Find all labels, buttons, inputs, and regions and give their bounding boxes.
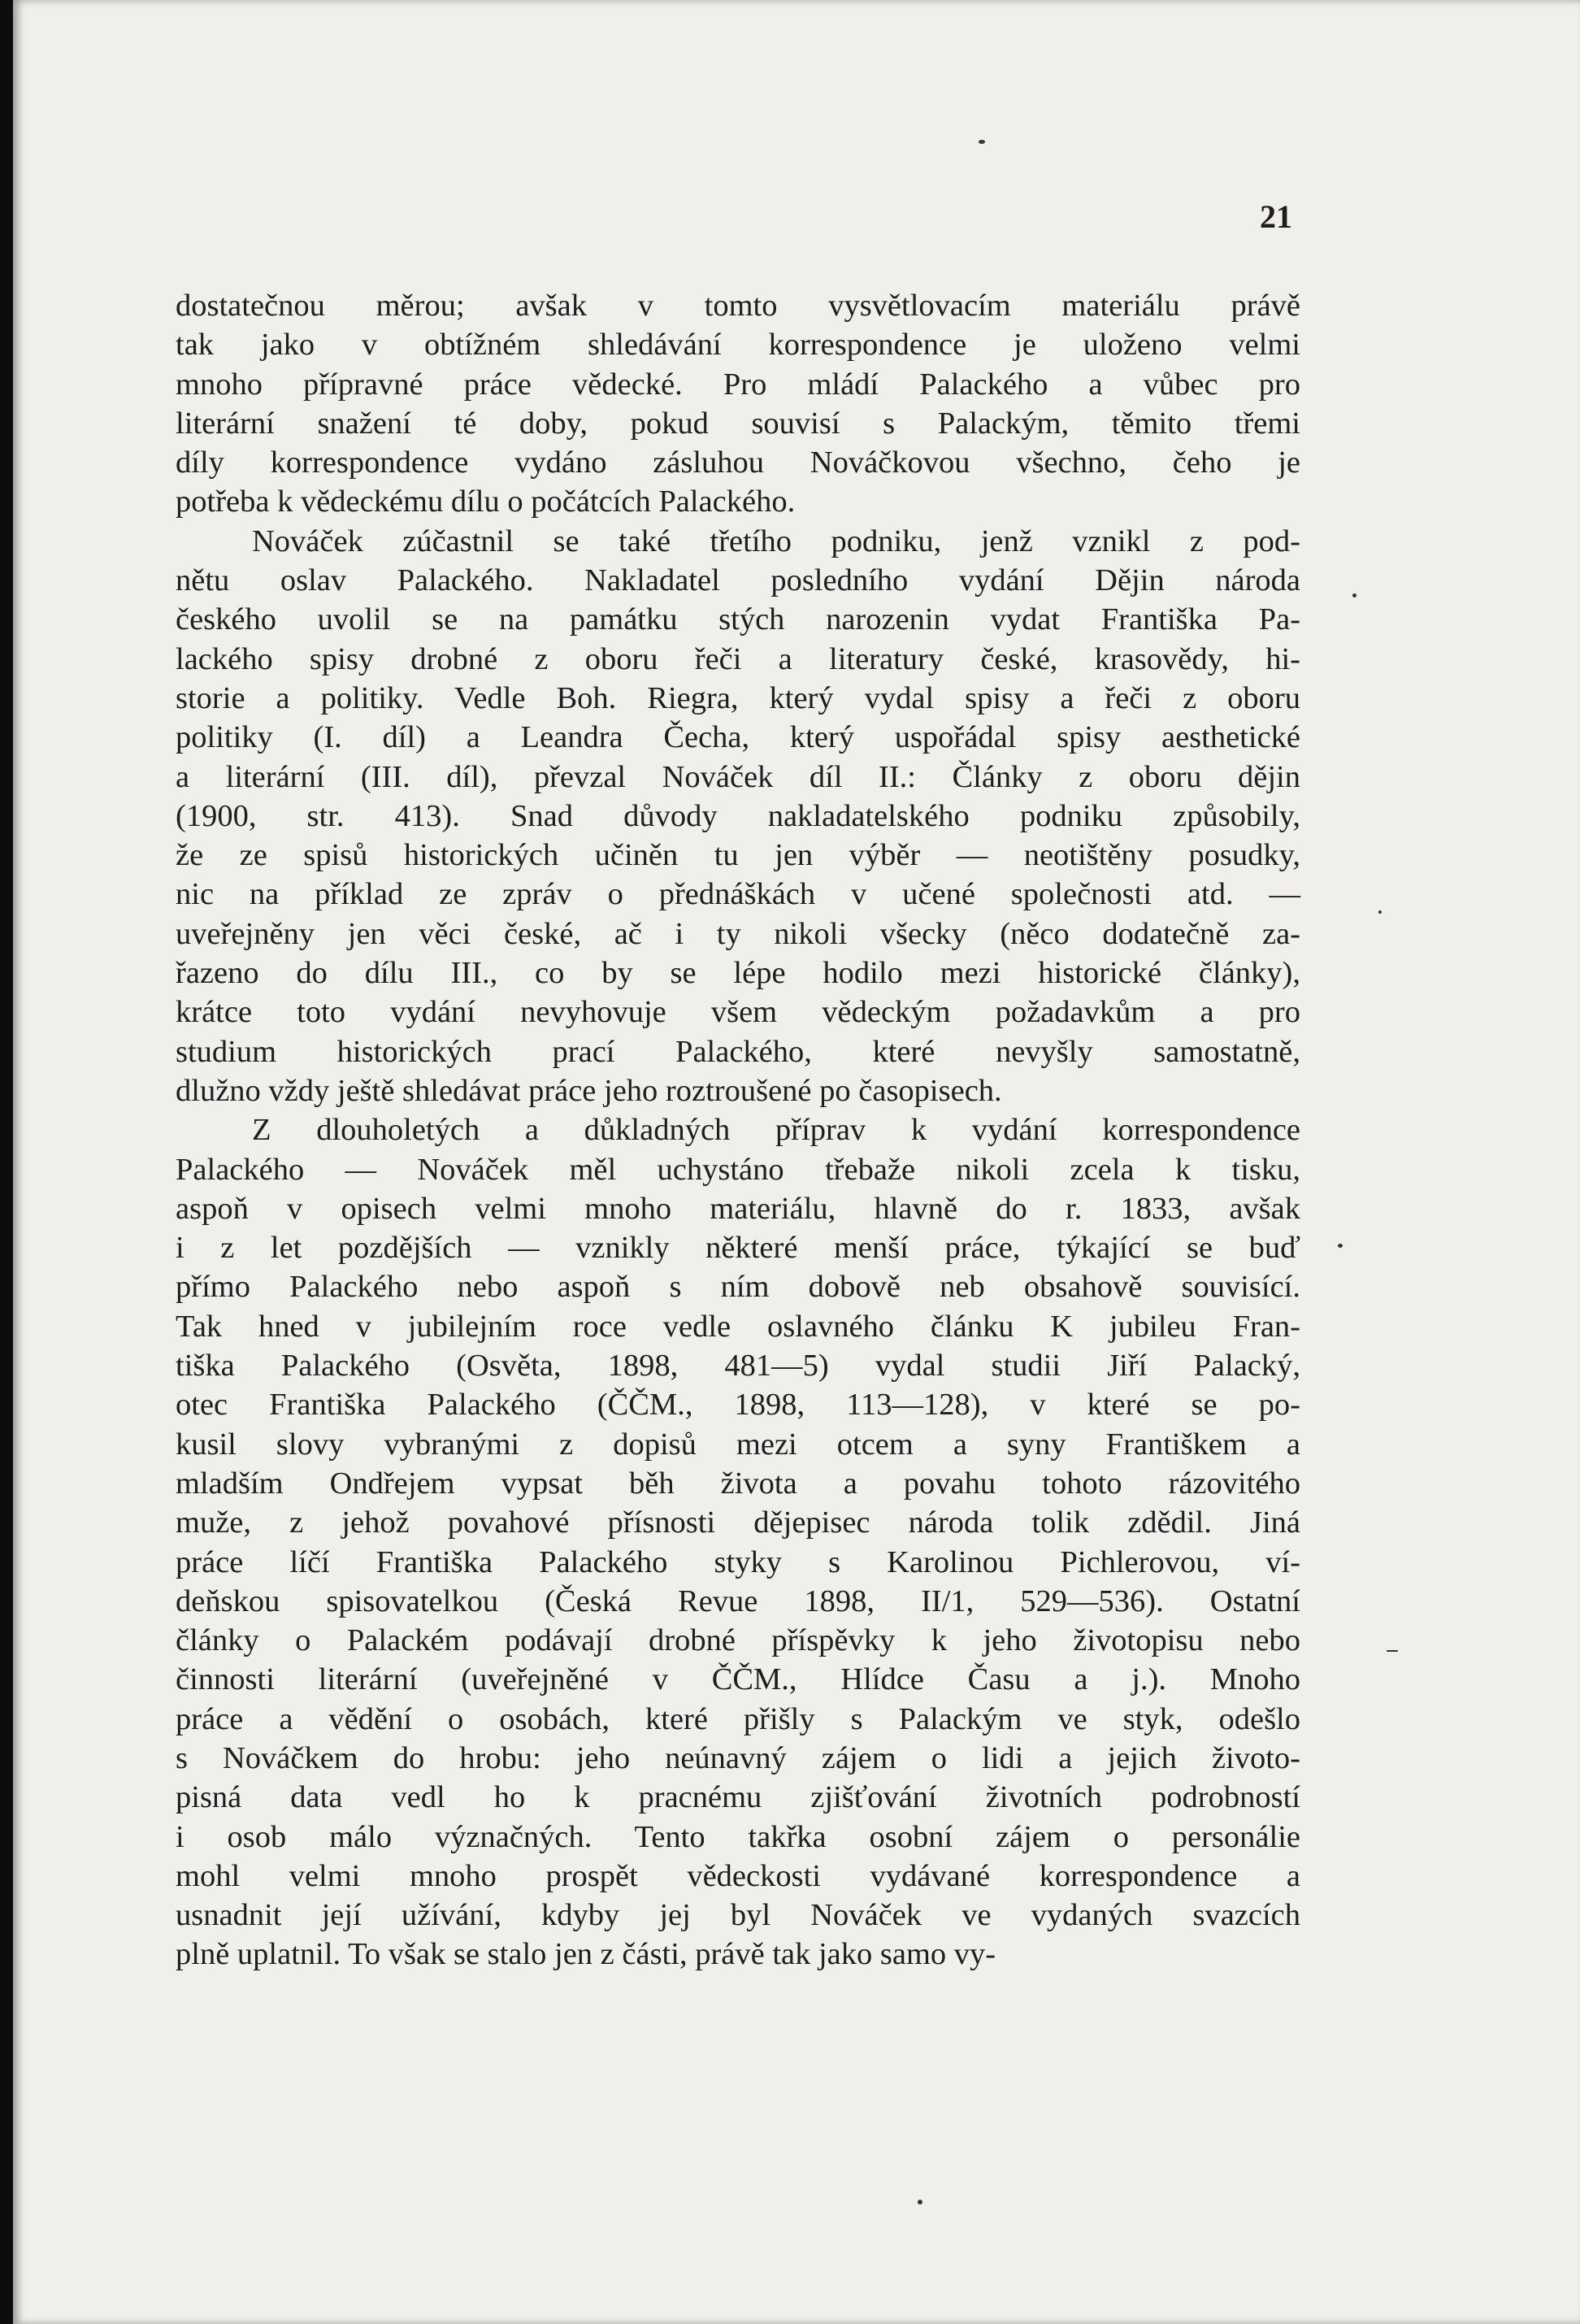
text-line: českého uvolil se na památku stých narozenin vydat Františka Pa- — [176, 602, 1300, 637]
text-line: mnoho přípravné práce vědecké. Pro mládí Palackého a vůbec pro — [176, 367, 1300, 402]
scan-speck — [1338, 1244, 1343, 1248]
text-line: články o Palackém podávají drobné příspěvky k jeho životopisu nebo — [176, 1623, 1300, 1658]
text-line: Nováček zúčastnil se také třetího podniku, jenž vznikl z pod- — [252, 523, 1300, 558]
text-line: otec Františka Palackého (ČČM., 1898, 113—128), v které se po- — [176, 1388, 1300, 1423]
text-line: pisná data vedl ho k pracnému zjišťování životních podrobností — [176, 1780, 1300, 1815]
text-line: díly korrespondence vydáno zásluhou Nováčkovou všechno, čeho je — [176, 445, 1300, 480]
text-line: studium historických prací Palackého, které nevyšly samostatně, — [176, 1034, 1300, 1069]
text-line: uveřejněny jen věci české, ač i ty nikoli všecky (něco dodatečně za- — [176, 916, 1300, 951]
text-line: mladším Ondřejem vypsat běh života a povahu tohoto rázovitého — [176, 1466, 1300, 1501]
text-line: potřeba k vědeckému dílu o počátcích Palackého. — [176, 484, 796, 519]
text-line: dlužno vždy ještě shledávat práce jeho roztroušené po časopisech. — [176, 1073, 1002, 1108]
text-line: Z dlouholetých a důkladných příprav k vydání korrespondence — [252, 1113, 1300, 1148]
text-line: deňskou spisovatelkou (Česká Revue 1898, II/1, 529—536). Ostatní — [176, 1583, 1300, 1618]
text-line: práce a vědění o osobách, které přišly s Palackým ve styk, odešlo — [176, 1701, 1300, 1736]
paragraph — [176, 286, 1300, 522]
body-text — [176, 286, 1300, 1974]
text-line: i osob málo význačných. Tento takřka osobní zájem o personálie — [176, 1819, 1300, 1854]
text-line: kusil slovy vybranými z dopisů mezi otcem a syny Františkem a — [176, 1427, 1300, 1462]
page-number: 21 — [1260, 198, 1292, 235]
text-line: lackého spisy drobné z oboru řeči a literatury české, krasovědy, hi- — [176, 641, 1300, 676]
text-line: nic na příklad ze zpráv o přednáškách v učené společnosti atd. — — [176, 877, 1300, 912]
scan-speck — [1387, 1650, 1398, 1652]
text-line: plně uplatnil. To však se stalo jen z části, právě tak jako samo vy- — [176, 1937, 996, 1972]
text-line: nětu oslav Palackého. Nakladatel posledního vydání Dějin národa — [176, 563, 1300, 598]
scan-speck — [1352, 593, 1356, 597]
text-line: muže, z jehož povahové přísnosti dějepisec národa tolik zdědil. Jiná — [176, 1505, 1300, 1540]
text-line: dostatečnou měrou; avšak v tomto vysvětlovacím materiálu právě — [176, 289, 1300, 323]
text-line: tiška Palackého (Osvěta, 1898, 481—5) vydal studii Jiří Palacký, — [176, 1349, 1300, 1384]
text-line: tak jako v obtížném shledávání korrespondence je uloženo velmi — [176, 328, 1300, 363]
text-line: literární snažení té doby, pokud souvisí s Palackým, těmito třemi — [176, 406, 1300, 441]
text-line: řazeno do dílu III., co by se lépe hodilo mezi historické články), — [176, 956, 1300, 991]
text-line: přímo Palackého nebo aspoň s ním dobově neb obsahově souvisící. — [176, 1270, 1300, 1305]
scanned-page — [13, 0, 1580, 2324]
text-line: činnosti literární (uveřejněné v ČČM., Hlídce Času a j.). Mnoho — [176, 1662, 1300, 1697]
paragraph — [176, 522, 1300, 1110]
paragraph — [176, 1110, 1300, 1974]
text-line: s Nováčkem do hrobu: jeho neúnavný zájem o lidi a jejich životo- — [176, 1740, 1300, 1775]
text-line: Palackého — Nováček měl uchystáno třebaže nikoli zcela k tisku, — [176, 1152, 1300, 1187]
text-line: (1900, str. 413). Snad důvody nakladatelského podniku způsobily, — [176, 798, 1300, 833]
text-line: i z let pozdějších — vznikly některé menší práce, týkající se buď — [176, 1231, 1300, 1266]
text-line: že ze spisů historických učiněn tu jen výběr — neotištěny posudky, — [176, 838, 1300, 873]
scan-speck — [918, 2200, 922, 2205]
text-line: a literární (III. díl), převzal Nováček díl II.: Články z oboru dějin — [176, 759, 1300, 794]
text-line: politiky (I. díl) a Leandra Čecha, který uspořádal spisy aesthetické — [176, 720, 1300, 755]
scan-speck — [979, 140, 985, 144]
text-line: storie a politiky. Vedle Boh. Riegra, který vydal spisy a řeči z oboru — [176, 680, 1300, 715]
text-line: mohl velmi mnoho prospět vědeckosti vydávané korrespondence a — [176, 1858, 1300, 1893]
text-line: aspoň v opisech velmi mnoho materiálu, hlavně do r. 1833, avšak — [176, 1191, 1300, 1226]
text-line: práce líčí Františka Palackého styky s Karolinou Pichlerovou, ví- — [176, 1544, 1300, 1579]
text-line: krátce toto vydání nevyhovuje všem vědeckým požadavkům a pro — [176, 995, 1300, 1030]
scan-speck — [1378, 910, 1382, 914]
text-line: Tak hned v jubilejním roce vedle oslavného článku K jubileu Fran- — [176, 1309, 1300, 1344]
text-line: usnadnit její užívání, kdyby jej byl Nováček ve vydaných svazcích — [176, 1898, 1300, 1933]
